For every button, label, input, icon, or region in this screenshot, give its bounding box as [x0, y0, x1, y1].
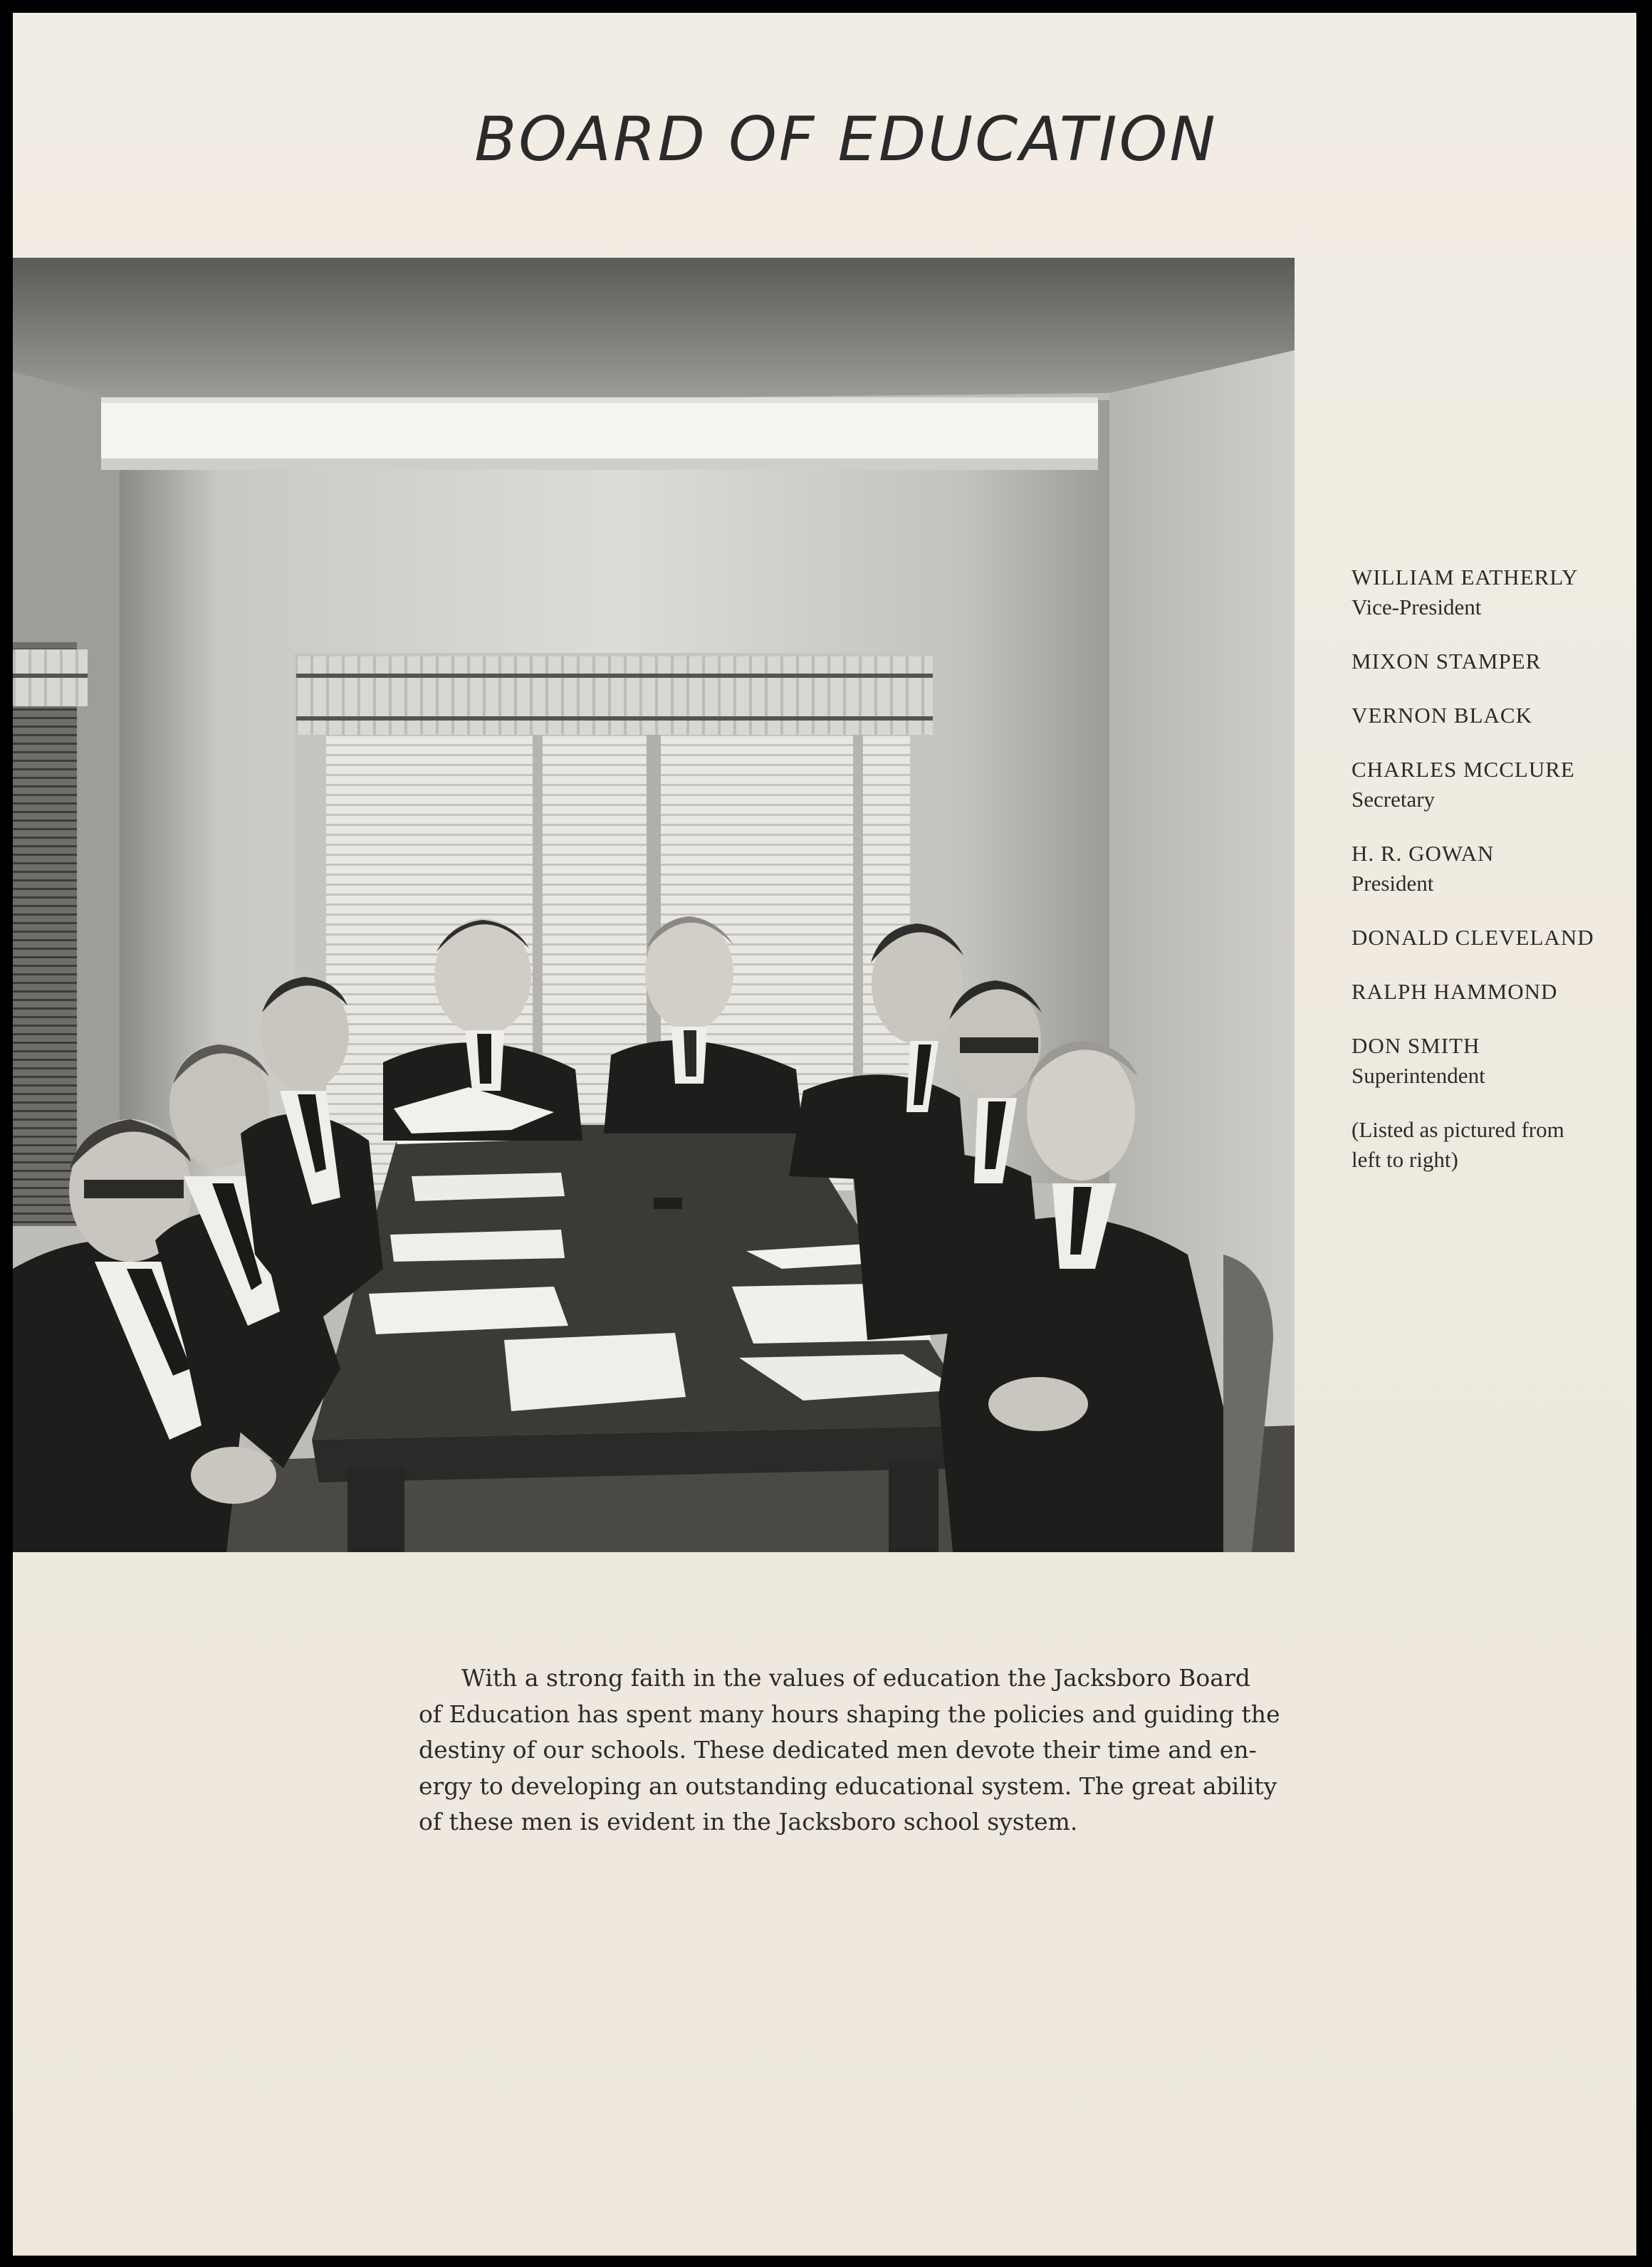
member-name: VERNON BLACK [1352, 703, 1532, 728]
page-title: BOARD OF EDUCATION [474, 104, 1218, 175]
description-line: of these men is evident in the Jacksboro school system. [419, 1808, 1078, 1836]
member-name: MIXON STAMPER [1352, 649, 1542, 674]
roster-entry [1352, 562, 1636, 622]
member-role: Vice-President [1352, 595, 1482, 619]
roster-entry [1352, 1031, 1636, 1091]
description-line: With a strong faith in the values of education the Jacksboro Board [461, 1664, 1250, 1692]
roster-entry [1352, 839, 1636, 899]
roster-entry [1352, 977, 1636, 1007]
roster-entry [1352, 923, 1636, 953]
description-line: destiny of our schools. These dedicated men devote their time and en- [419, 1736, 1257, 1764]
member-name: H. R. GOWAN [1352, 841, 1495, 866]
member-name: DONALD CLEVELAND [1352, 925, 1594, 950]
roster-entry [1352, 646, 1636, 676]
member-name: DON SMITH [1352, 1033, 1480, 1058]
member-name: RALPH HAMMOND [1352, 979, 1558, 1004]
member-name: CHARLES MCCLURE [1352, 757, 1575, 782]
yearbook-page [13, 13, 1636, 2256]
roster-note: (Listed as pictured from left to right) [1352, 1117, 1564, 1172]
member-role: Superintendent [1352, 1063, 1485, 1088]
roster-entry [1352, 701, 1636, 731]
member-name: WILLIAM EATHERLY [1352, 565, 1579, 590]
description-line: ergy to developing an outstanding educational system. The great ability [419, 1771, 1277, 1800]
member-role: Secretary [1352, 787, 1436, 812]
board-roster [1352, 562, 1636, 1175]
description-line: of Education has spent many hours shaping the policies and guiding the [419, 1700, 1280, 1728]
board-photo-image [13, 258, 1295, 1552]
description-paragraph [419, 1660, 1302, 1841]
roster-entry [1352, 755, 1636, 815]
member-role: President [1352, 871, 1434, 896]
board-photo [13, 258, 1295, 1552]
